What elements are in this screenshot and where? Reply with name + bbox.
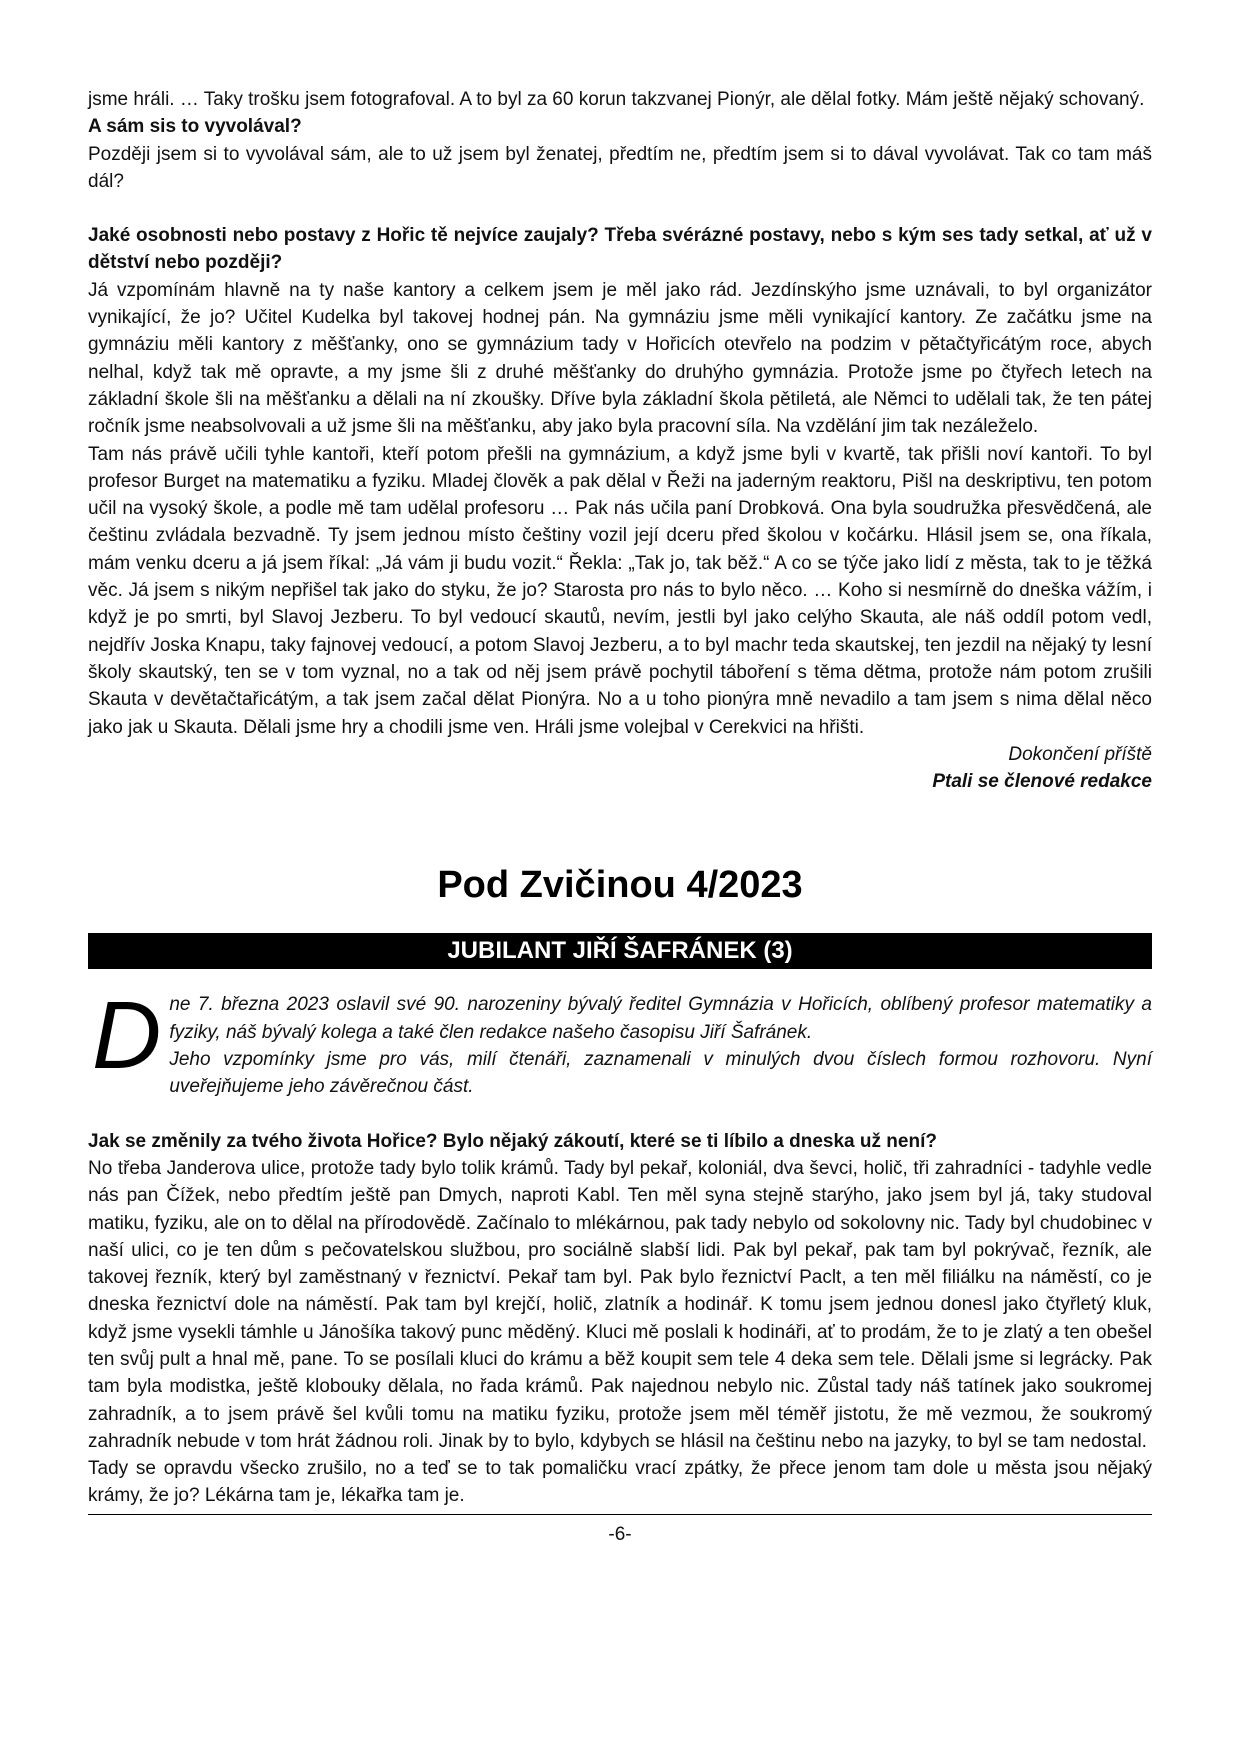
- interview-answer: Tam nás právě učili tyhle kantoři, kteří potom přešli na gymnázium, a když jsme byli v kvartě, tak přišli noví kantoři. To byl profesor Burget na matematiku a fyziku. Mladej člověk a pak dělal v Řeži na jaderným reaktoru, Pišl na deskriptivu, ten potom učil na vysoký škole, a podle mě tam udělal profesoru … Pak nás učila paní Drobková. Ona byla soudružka přesvědčená, ale češtinu zvládala bezvadně. Ty jsem jednou místo češtiny vozil její dceru před školou v kočárku. Hlásil jsem se, ona říkala, mám venku dceru a já jsem říkal: „Já vám ji budu vozit.“ Řekla: „Tak jo, tak běž.“ A co se týče jako lidí z města, tak to je těžká věc. Já jsem s nikým nepřišel tak jako do styku, že jo? Starosta pro nás to bylo něco. … Koho si nesmírně do dneška vážím, i když je po smrti, byl Slavoj Jezberu. To byl vedoucí skautů, nevím, jestli byl jako celýho Skauta, ale náš oddíl potom vedl, nejdřív Joska Knapu, taky fajnovej vedoucí, a potom Slavoj Jezberu, a to byl machr teda skautskej, ten jezdil na nějaký ty lesní školy skautský, ten se v tom vyznal, no a tak od něj jsem právě pochytil táboření s těma dětma, protože nám potom zrušili Skauta v devětačtařicátým, a tak jsem začal dělat Pionýra. No a u toho pionýra mně nevadilo a tam jsem s nima dělal něco jako jak u Skauta. Dělali jsme hry a chodili jsme ven. Hráli jsme volejbal v Cerekvici na hřišti.: [88, 443, 1152, 738]
- interview-question: A sám sis to vyvolával?: [88, 116, 302, 138]
- interview-question: Jak se změnily za tvého života Hořice? Bylo nějaký zákoutí, které se ti líbilo a dneska už není?: [88, 1130, 937, 1152]
- intro-paragraph: Jeho vzpomínky jsme pro vás, milí čtenáři, zaznamenali v minulých dvou číslech formou rozhovoru. Nyní uveřejňujeme jeho závěrečnou část.: [169, 1049, 1152, 1098]
- interview-question: Jaké osobnosti nebo postavy z Hořic tě nejvíce zaujaly? Třeba svérázné postavy, nebo s kým ses tady setkal, ať už v dětství nebo později?: [88, 225, 1152, 274]
- spacer: [88, 1101, 1152, 1128]
- interview-answer: Později jsem si to vyvolával sám, ale to už jsem byl ženatej, předtím ne, předtím jsem si to dával vyvolávat. Tak co tam máš dál?: [88, 143, 1152, 192]
- spacer: [88, 195, 1152, 222]
- issue-title: Pod Zvičinou 4/2023: [437, 864, 803, 907]
- continued-note: Dokončení příště: [1008, 743, 1152, 765]
- drop-cap: D: [92, 982, 162, 1090]
- interview-answer: No třeba Janderova ulice, protože tady bylo tolik krámů. Tady byl pekař, koloniál, dva ševci, holič, tři zahradníci - tadyhle vedle nás pan Čížek, nebo předtím ještě pan Dmych, naproti Kabl. Ten měl syna stejně starýho, jako jsem byl já, taky studoval matiku, fyziku, ale on to dělal na přírodovědě. Začínalo to mlékárnou, pak tady nebylo od sokolovny nic. Tady byl chudobinec v naší ulici, co je ten dům s pečovatelskou službou, pro sociálně slabší lidi. Pak byl pekař, pak tam byl pokrývač, řezník, ale takovej řezník, který byl zaměstnaný v řeznictví. Pekař tam byl. Pak bylo řeznictví Paclt, a ten měl filiálku na náměstí, co je dneska řeznictví dole na náměstí. Pak tam byl krejčí, holič, zlatník a hodinář. K tomu jsem jednou donesl jako čtyřletý kluk, když jsme vysekli támhle u Jánošíka takový punc měděný. Kluci mě poslali k hodináři, ať to prodám, že to je zlatý a ten obešel ten svůj pult a hnal mě, pane. To se posílali kluci do krámu a běž koupit sem tele 4 deka sem tele. Dělali jsme si legrácky. Pak tam byla modistka, ještě klobouky dělala, no řada krámů. Pak najednou nebylo nic. Zůstal tady náš tatínek jako soukromej zahradník, a to jsem právě šel kvůli tomu na matiku fyziku, protože jsem měl téměř jistotu, že mě vezmou, že soukromý zahradník nebude v tom hrát žádnou roli. Jinak by to bylo, kdybych se hlásil na češtinu nebo na jazyky, to byl se tam nedostal.: [88, 1157, 1152, 1452]
- paragraph: jsme hráli. … Taky trošku jsem fotografoval. A to byl za 60 korun takzvanej Pionýr, ale dělal fotky. Mám ještě nějaký schovaný.: [88, 89, 1145, 110]
- page: [88, 86, 1152, 1548]
- intro-paragraph: ne 7. března 2023 oslavil své 90. narozeniny bývalý ředitel Gymnázia v Hořicích, oblíbený profesor matematiky a fyziky, náš bývalý kolega a také člen redakce našeho časopisu Jiří Šafránek.: [169, 994, 1152, 1043]
- signature: Ptali se členové redakce: [932, 771, 1152, 793]
- page-number: -6-: [608, 1523, 632, 1545]
- interview-answer: Tady se opravdu všecko zrušilo, no a teď se to tak pomaličku vrací zpátky, že přece jenom tam dole u města jsou nějaký krámy, že jo? Lékárna tam je, lékařka tam je.: [88, 1458, 1152, 1507]
- footer-rule: [88, 1514, 1152, 1515]
- section-banner: JUBILANT JIŘÍ ŠAFRÁNEK (3): [88, 933, 1152, 969]
- article-intro: [88, 982, 1152, 1100]
- interview-answer: Já vzpomínám hlavně na ty naše kantory a celkem jsem je měl jako rád. Jezdínskýho jsme uznávali, to byl organizátor vynikající, že jo? Učitel Kudelka byl takovej hodnej pán. Na gymnáziu jsme měli vynikající kantory. Ze začátku jsme na gymnáziu měli kantory z měšťanky, ono se gymnázium tady v Hořicích otevřelo na podzim v pětačtyřicátým roce, abych nelhal, když tak mě opravte, a my jsme šli z druhé měšťanky do druhýho gymnázia. Protože jsme po čtyřech letech na základní škole šli na měšťanku a dělali na ní zkoušky. Dříve byla základní škola pětiletá, ale Němci to udělali tak, že ten pátej ročník jsme neabsolvovali a už jsme šli na měšťanku, aby jako byla pracovní síla. Na vzdělání jim tak nezáleželo.: [88, 279, 1152, 438]
